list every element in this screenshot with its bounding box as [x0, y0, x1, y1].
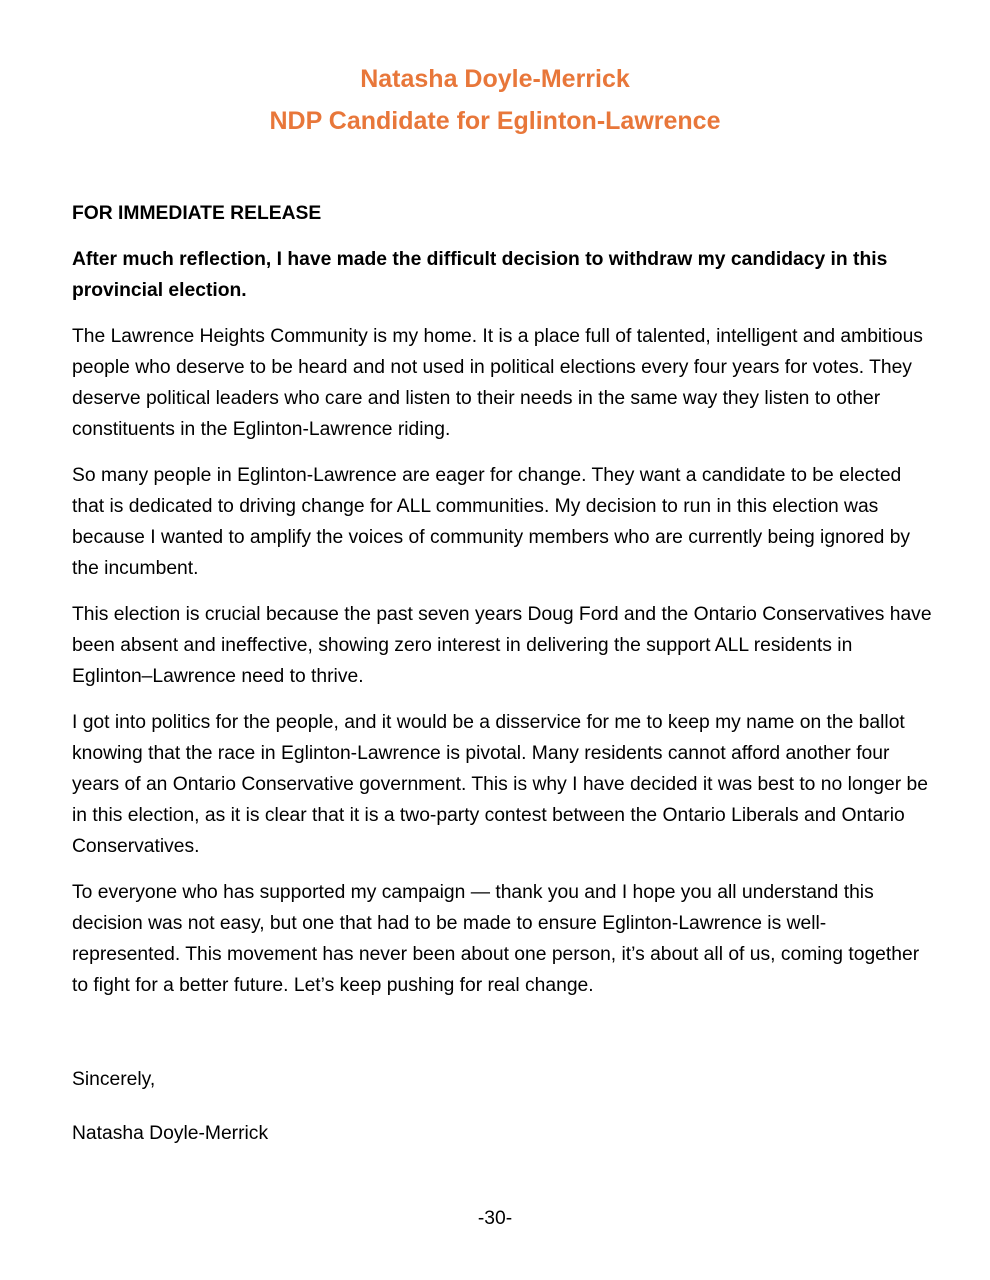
candidate-title: NDP Candidate for Eglinton-Lawrence — [269, 107, 721, 135]
release-body — [72, 198, 934, 1016]
body-paragraph-3: This election is crucial because the past seven years Doug Ford and the Ontario Conservatives have been absent and ineffective, showing zero interest in delivering the support ALL residents in Eglinton–Lawrence need to thrive. — [72, 604, 932, 687]
signature-name: Natasha Doyle-Merrick — [72, 1123, 269, 1144]
lead-paragraph: After much reflection, I have made the difficult decision to withdraw my candidacy in this provincial election. — [72, 249, 888, 301]
body-paragraph-4: I got into politics for the people, and it would be a disservice for me to keep my name on the ballot knowing that the race in Eglinton-Lawrence is pivotal. Many residents cannot afford another four years of an Ontario Conservative government. This is why I have decided it was best to no longer be in this election, as it is clear that it is a two-party contest between the Ontario Liberals and Ontario Conservatives. — [72, 712, 928, 857]
body-paragraph-5: To everyone who has supported my campaign — thank you and I hope you all understand this decision was not easy, but one that had to be made to ensure Eglinton-Lawrence is well-represented. This movement has never been about one person, it’s about all of us, coming together to fight for a better future. Let’s keep pushing for real change. — [72, 882, 920, 996]
release-label: FOR IMMEDIATE RELEASE — [72, 203, 322, 224]
end-mark: -30- — [477, 1208, 513, 1229]
candidate-name: Natasha Doyle-Merrick — [360, 65, 630, 93]
body-paragraph-1: The Lawrence Heights Community is my home. It is a place full of talented, intelligent and ambitious people who deserve to be heard and not used in political elections every four years for votes. They deserve political leaders who care and listen to their needs in the same way they listen to other constituents in the Eglinton-Lawrence riding. — [72, 326, 923, 440]
letterhead — [0, 58, 990, 142]
body-paragraph-2: So many people in Eglinton-Lawrence are eager for change. They want a candidate to be elected that is dedicated to driving change for ALL communities. My decision to run in this election was because I wanted to amplify the voices of community members who are currently being ignored by the incumbent. — [72, 465, 911, 579]
salutation: Sincerely, — [72, 1069, 156, 1090]
closing-block — [72, 1064, 934, 1172]
